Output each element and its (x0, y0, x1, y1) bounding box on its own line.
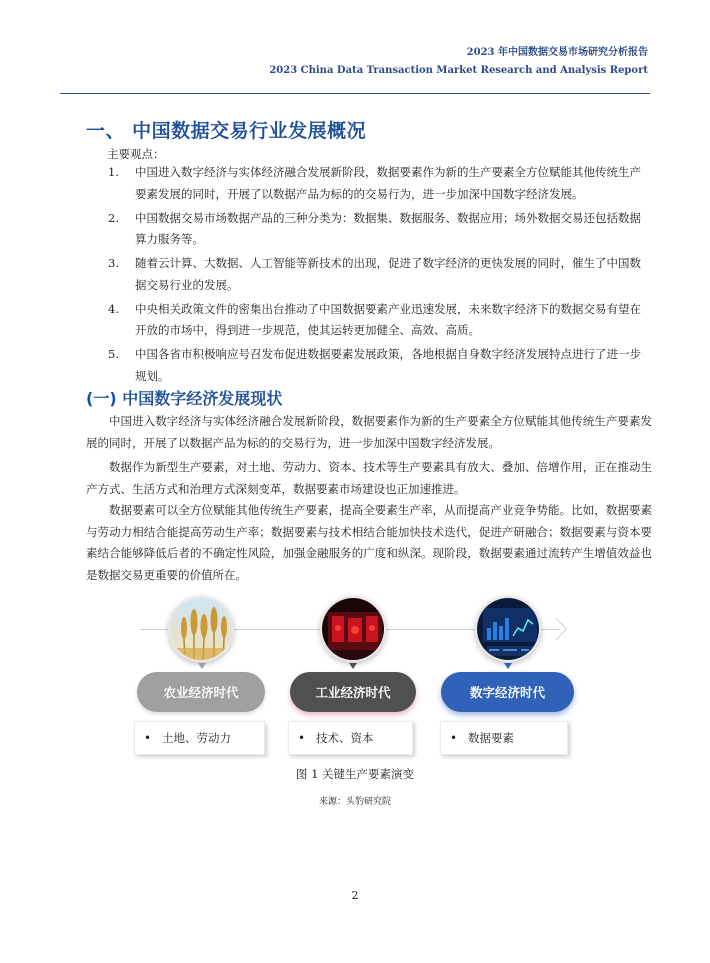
page-number: 2 (351, 889, 359, 902)
key-points-list (105, 162, 651, 390)
bullet-icon: • (450, 731, 458, 745)
list-item (105, 208, 651, 251)
subsection-heading: (一) 中国数字经济发展现状 (86, 389, 283, 408)
factor-box-digital (440, 721, 568, 755)
era-label-agricultural: 农业经济时代 (137, 672, 265, 712)
header-title-cn: 2023 年中国数据交易市场研究分析报告 (466, 47, 648, 58)
era-label-digital: 数字经济时代 (441, 672, 574, 712)
list-item-text: 中国数据交易市场数据产品的三种分类为：数据集、数据服务、数据应用；场外数据交易还包括数据算力服务等。 (135, 210, 641, 246)
list-item (105, 253, 651, 296)
pointer-icon (504, 663, 512, 669)
figure-source: 来源：头豹研究院 (318, 797, 391, 807)
list-item-number: 2. (108, 210, 119, 225)
factor-box-industrial (288, 721, 413, 755)
section-heading: 一、 中国数据交易行业发展概况 (86, 120, 367, 142)
list-item-text: 中国进入数字经济与实体经济融合发展新阶段，数据要素作为新的生产要素全方位赋能其他传统生产要素发展的同时，开展了以数据产品为标的的交易行为，进一步加深中国数字经济发展。 (135, 165, 641, 201)
header-divider (60, 93, 650, 94)
era-label-industrial: 工业经济时代 (290, 672, 416, 712)
factor-text: 土地、劳动力 (162, 731, 231, 745)
list-item-number: 3. (108, 256, 119, 270)
wheat-image (168, 596, 234, 662)
header-title-en: 2023 China Data Transaction Market Research and Analysis Report (269, 65, 648, 76)
key-points-label: 主要观点： (107, 147, 165, 161)
factory-image (320, 596, 386, 662)
pointer-icon (349, 663, 357, 669)
factor-box-agricultural (134, 721, 265, 755)
list-item-number: 1. (108, 165, 119, 179)
list-item-text: 随着云计算、大数据、人工智能等新技术的出现，促进了数字经济的更快发展的同时，催生了中国数据交易行业的发展。 (135, 256, 641, 292)
body-paragraph: 数据要素可以全方位赋能其他传统生产要素，提高全要素生产率，从而提高产业竞争势能。比如，数据要素与劳动力相结合能提高劳动生产率；数据要素与技术相结合能加快技术迭代，促进产研融合；数据要素与资本要素结合能够降低后者的不确定性风险，加强金融服务的广度和纵深。现阶段，数据要素通过流转产生增值效益也是数据交易更重要的价值所在。 (86, 503, 652, 582)
digital-screen-image (475, 596, 541, 662)
list-item (105, 344, 651, 387)
list-item-number: 4. (108, 301, 119, 316)
body-paragraph: 数据作为新型生产要素，对土地、劳动力、资本、技术等生产要素具有放大、叠加、倍增作用，正在推动生产方式、生活方式和治理方式深刻变革，数据要素市场建设也正加速推进。 (86, 460, 652, 496)
bullet-icon: • (144, 731, 152, 745)
list-item-text: 中央相关政策文件的密集出台推动了中国数据要素产业迅速发展，未来数字经济下的数据交易有望在开放的市场中，得到进一步规范，使其运转更加健全、高效、高质。 (135, 301, 641, 337)
factor-text: 数据要素 (468, 731, 514, 745)
list-item-number: 5. (108, 347, 119, 361)
figure-caption: 图 1 关键生产要素演变 (295, 767, 415, 781)
body-paragraph: 中国进入数字经济与实体经济融合发展新阶段，数据要素作为新的生产要素全方位赋能其他传统生产要素发展的同时，开展了以数据产品为标的的交易行为，进一步加深中国数字经济发展。 (86, 414, 652, 450)
factor-text: 技术、资本 (316, 731, 374, 745)
timeline-arrow-icon (545, 618, 568, 641)
bullet-icon: • (298, 731, 306, 745)
list-item-text: 中国各省市积极响应号召发布促进数据要素发展政策，各地根据自身数字经济发展特点进行了进一步规划。 (135, 347, 641, 383)
list-item (105, 299, 651, 342)
list-item (105, 162, 651, 205)
pointer-icon (198, 663, 206, 669)
running-header (269, 44, 648, 80)
